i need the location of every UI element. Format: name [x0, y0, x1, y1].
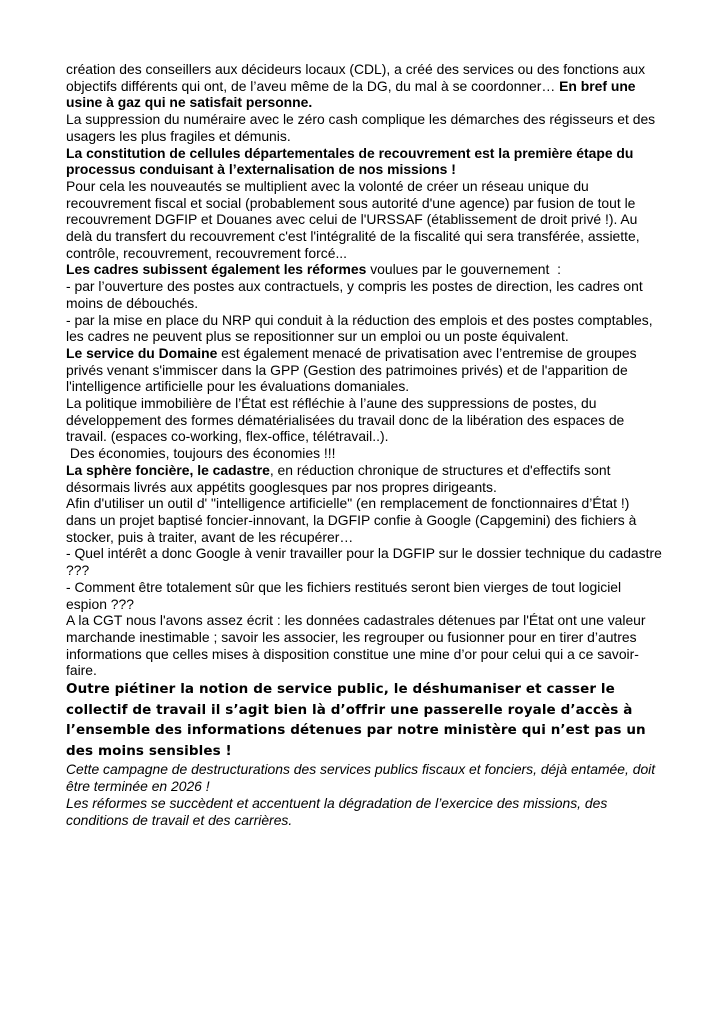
paragraph-body: [66, 345, 662, 395]
paragraph-gothic: [66, 679, 662, 761]
paragraph-body: [66, 278, 662, 311]
text-run: Les réformes se succèdent et accentuent la dégradation de l’exercice des missions, des conditions de travail et des carrières.: [66, 795, 612, 829]
text-run: Cette campagne de destructurations des services publics fiscaux et fonciers, déjà entamée, doit être terminée en 2026 !: [66, 761, 659, 795]
paragraph-body: [66, 495, 662, 545]
text-run: - Comment être totalement sûr que les fichiers restitués seront bien vierges de tout logiciel espion ???: [66, 578, 625, 612]
paragraph-italic: [66, 795, 662, 829]
text-run: , en réduction chronique de structures et d'effectifs sont désormais livrés aux appétits googlesques par nos propres dirigeants.: [66, 461, 615, 495]
paragraph-body: [66, 111, 662, 144]
text-run: La politique immobilière de l’État est réfléchie à l’aune des suppressions de postes, du développement des formes dématérialisées du travail donc de la libération des espaces de travail. (espaces co-working, flex-office, télétravail..).: [66, 395, 629, 445]
paragraph-body: [66, 545, 666, 579]
paragraph-body: [66, 261, 662, 278]
paragraph-body: [66, 395, 662, 445]
paragraph-body: [66, 178, 662, 262]
text-run: création des conseillers aux décideurs locaux (CDL), a créé des services ou des fonctions aux objectifs différents qui ont, de l’aveu même de la DG, du mal à se coordonner…: [66, 61, 649, 94]
text-run: Le service du Domaine: [66, 344, 218, 361]
text-run: Les cadres subissent également les réformes: [66, 261, 367, 278]
text-run: La sphère foncière, le cadastre: [66, 461, 270, 478]
text-run: Des économies, toujours des économies !!!: [66, 445, 336, 462]
document-body: [66, 61, 666, 829]
paragraph-body: [66, 312, 662, 345]
text-run: A la CGT nous l'avons assez écrit : les données cadastrales détenues par l'État ont une valeur marchande inestimable ; savoir les associer, les regrouper ou fusionner pour en tirer d’autres informations que celles mises à disposition constitue une mine d’or pour celui qui a ce savoir-faire.: [66, 612, 650, 679]
paragraph-body: [66, 612, 662, 679]
paragraph-heading: [66, 145, 662, 178]
text-run: Outre piétiner la notion de service public, le déshumaniser et casser le collectif de travail il s’agit bien là d’offrir une passerelle royale d’accès à l’ensemble des informations détenues par notre ministère qui n’est pas un des moins sensibles !: [66, 681, 651, 759]
text-run: - par la mise en place du NRP qui conduit à la réduction des emplois et des postes comptables, les cadres ne peuvent plus se repositionner sur un emploi ou un poste équivalent.: [66, 311, 657, 345]
text-run: Afin d'utiliser un outil d' "intelligence artificielle" (en remplacement de fonctionnaires d’État !) dans un projet baptisé foncier-innovant, la DGFIP confie à Google (Capgemini) des fichiers à stocker, puis à traiter, avant de les récupérer…: [66, 495, 641, 545]
text-run: Pour cela les nouveautés se multiplient avec la volonté de créer un réseau unique du recouvrement fiscal et social (probablement sous autorité d'une agence) par fusion de tout le recouvrement DGFIP et Douanes avec celui de l'URSSAF (établissement de droit privé !). Au delà du transfert du recouvrement c'est l'intégralité de la fiscalité qui sera transférée, assiette, contrôle, recouvrement, recouvrement forcé...: [66, 177, 644, 261]
paragraph-body: [66, 61, 662, 111]
text-run: - par l’ouverture des postes aux contractuels, y compris les postes de direction, les cadres ont moins de débouchés.: [66, 278, 647, 311]
paragraph-body: [66, 462, 662, 495]
paragraph-italic: [66, 761, 662, 795]
paragraph-body: [66, 579, 662, 612]
paragraph-body: [66, 445, 662, 462]
text-run: En bref une usine à gaz qui ne satisfait personne.: [66, 77, 640, 111]
text-run: est également menacé de privatisation avec l’entremise de groupes privés venant s'immiscer dans la GPP (Gestion des patrimoines privés) et de l'apparition de l'intelligence artificielle pour les évaluations domaniales.: [66, 344, 641, 395]
text-run: La suppression du numéraire avec le zéro cash complique les démarches des régisseurs et des usagers les plus fragiles et démunis.: [66, 111, 659, 144]
text-run: La constitution de cellules départementales de recouvrement est la première étape du processus conduisant à l’externalisation de nos missions !: [66, 144, 638, 178]
text-run: voulues par le gouvernement :: [366, 261, 561, 278]
text-run: - Quel intérêt a donc Google à venir travailler pour la DGFIP sur le dossier technique du cadastre ???: [66, 545, 666, 579]
